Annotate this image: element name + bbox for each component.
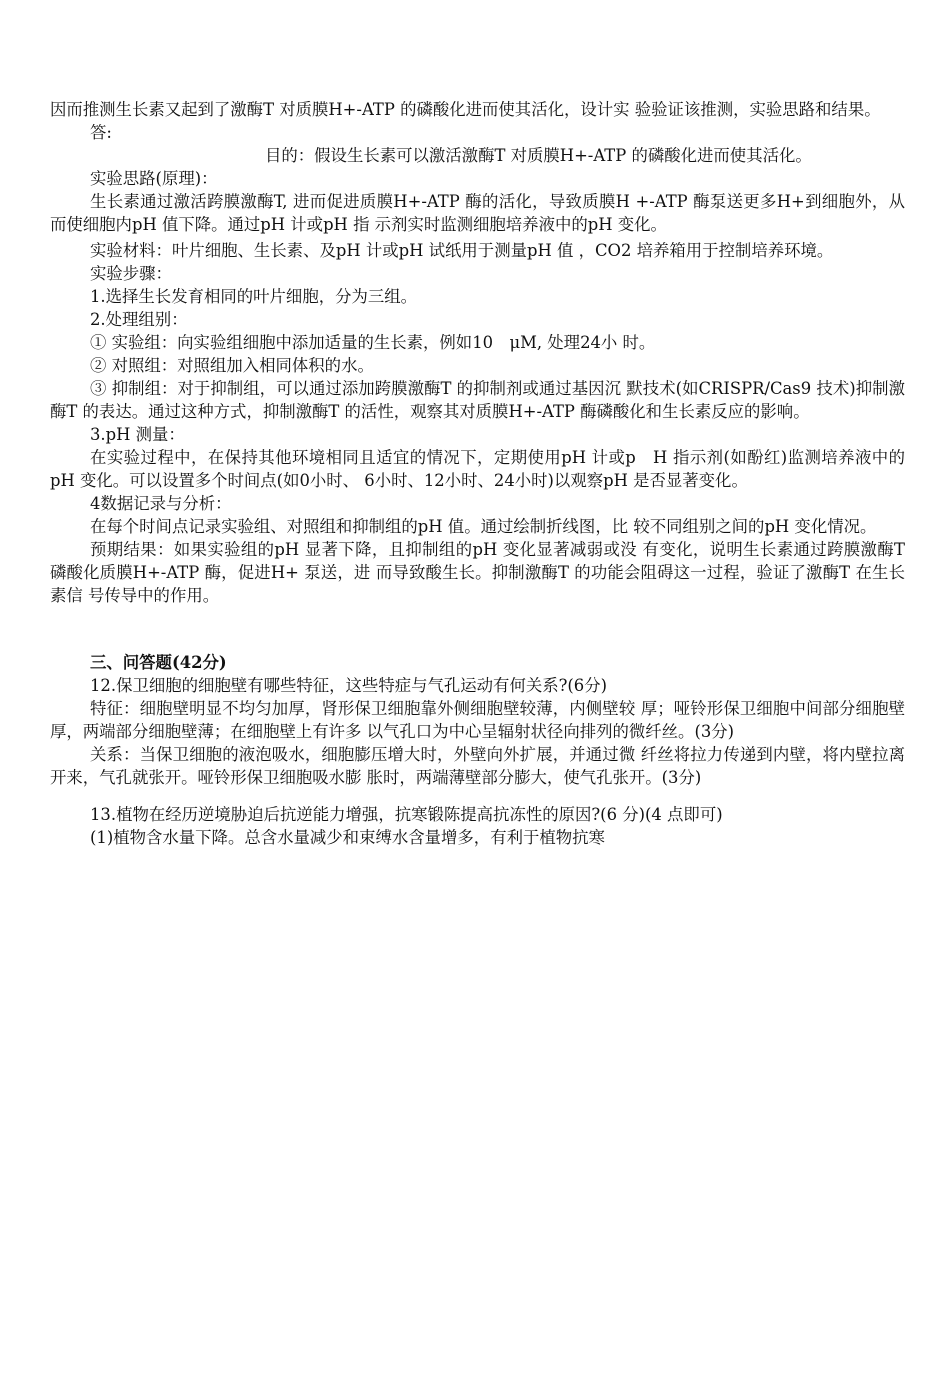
question-intro: 因而推测生长素又起到了激酶T 对质膜H+-ATP 的磷酸化进而使其活化，设计实 验验证该推测，实验思路和结果。 [50,100,881,119]
question-13: 13.植物在经历逆境胁迫后抗逆能力增强，抗寒锻陈提高抗冻性的原因?(6 分)(4 点即可) [90,805,723,824]
expected-results: 预期结果：如果实验组的pH 显著下降，且抑制组的pH 变化显著减弱或没 有变化，说明生长素通过跨膜激酶T 磷酸化质膜H+-ATP 酶，促进H+ 泵送，进 而导致酸生长。抑制激酶T 的功能会阻碍这一过程，验证了激酶T 在生长素信 号传导中的作用。 [50,540,905,605]
question-13-point-1: (1)植物含水量下降。总含水量减少和束缚水含量增多，有利于植物抗寒 [90,828,605,847]
section-heading: 三、问答题(42分) [90,653,227,672]
experiment-materials: 实验材料：叶片细胞、生长素、及pH 计或pH 试纸用于测量pH 值 ，CO2 培养箱用于控制培养环境。 [90,241,834,260]
answer-label: 答: [90,123,112,142]
experiment-principle-heading: 实验思路(原理)： [90,169,218,188]
step-2-experimental-group: ① 实验组：向实验组细胞中添加适量的生长素，例如10 μM, 处理24小 时。 [90,333,656,352]
step-2-control-group: ② 对照组：对照组加入相同体积的水。 [90,356,374,375]
step-2-inhibition-group: ③ 抑制组：对于抑制组，可以通过添加跨膜激酶T 的抑制剂或通过基因沉 默技术(如CRISPR/Cas9 技术)抑制激酶T 的表达。通过这种方式，抑制激酶T 的活性，观察其对质膜H+-ATP 酶磷酸化和生长素反应的影响。 [50,379,905,421]
experiment-steps-heading: 实验步骤： [90,264,172,283]
question-12: 12.保卫细胞的细胞壁有哪些特征，这些特症与气孔运动有何关系?(6分) [90,676,608,695]
step-2: 2.处理组别： [90,310,188,329]
question-12-features: 特征：细胞壁明显不均匀加厚，肾形保卫细胞靠外侧细胞壁较薄，内侧壁较 厚；哑铃形保卫细胞中间部分细胞壁厚，两端部分细胞壁薄；在细胞壁上有许多 以气孔口为中心呈辐射状径向排列的微纤丝。(3分) [50,699,905,741]
experiment-principle-text: 生长素通过激活跨膜激酶T, 进而促进质膜H+-ATP 酶的活化，导致质膜H +-ATP 酶泵送更多H+到细胞外，从而使细胞内pH 值下降。通过pH 计或pH 指 示剂实时监测细胞培养液中的pH 变化。 [50,192,905,234]
step-3-heading: 3.pH 测量： [90,425,185,444]
experiment-goal: 目的：假设生长素可以激活激酶T 对质膜H+-ATP 的磷酸化进而使其活化。 [265,146,812,165]
step-4-heading: 4数据记录与分析： [90,494,232,513]
step-4-text: 在每个时间点记录实验组、对照组和抑制组的pH 值。通过绘制折线图，比 较不同组别之间的pH 变化情况。 [90,517,877,536]
document-page [50,98,905,849]
step-3-text: 在实验过程中，在保持其他环境相同且适宜的情况下，定期使用pH 计或p H 指示剂(如酚红)监测培养液中的pH 变化。可以设置多个时间点(如0小时、 6小时、12小时、24小时)以观察pH 是否显著变化。 [50,448,905,490]
step-1: 1.选择生长发育相同的叶片细胞，分为三组。 [90,287,418,306]
question-12-relation: 关系：当保卫细胞的液泡吸水，细胞膨压增大时，外壁向外扩展，并通过微 纤丝将拉力传递到内壁，将内壁拉离开来，气孔就张开。哑铃形保卫细胞吸水膨 胀时，两端薄壁部分膨大，使气孔张开。(3分) [50,745,905,787]
